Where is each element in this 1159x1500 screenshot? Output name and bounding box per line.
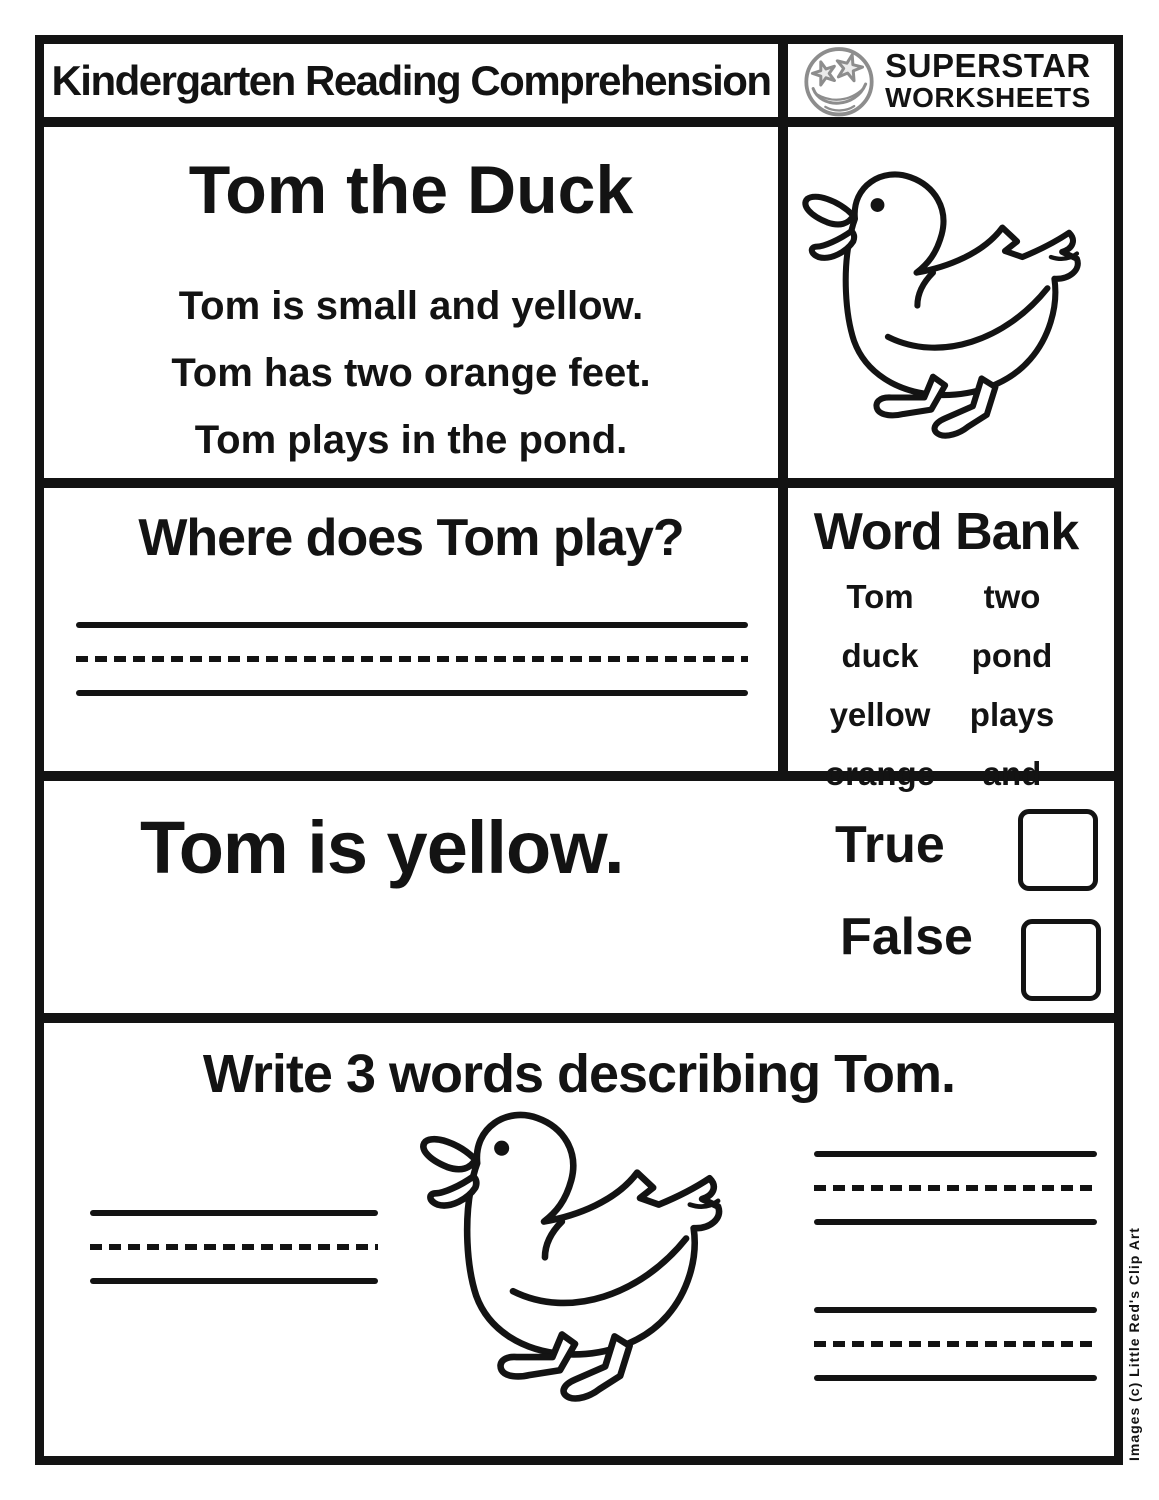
story-line: Tom has two orange feet. [171,351,651,395]
brand-logo [788,44,1104,117]
brand-line2: WORKSHEETS [885,82,1091,113]
false-checkbox[interactable] [1021,919,1101,1001]
write-words-row [44,1023,1114,1416]
true-checkbox[interactable] [1018,809,1098,891]
question-row [44,488,1114,792]
header-title-cell [44,44,788,117]
story-cell [44,127,788,478]
brand-name [885,49,1091,112]
writing-line-solid [90,1210,378,1216]
superstar-logo-icon [801,43,877,119]
answer-lines-question[interactable] [76,622,748,696]
worksheet-title: Kindergarten Reading Comprehension [51,56,771,104]
writing-line-solid [814,1307,1097,1313]
story-row [44,127,1114,488]
word-bank-word: plays [969,696,1055,733]
image-credit: Images (c) Little Red's Clip Art [1126,1227,1142,1461]
story-text [44,273,778,474]
true-false-statement: Tom is yellow. [140,806,624,889]
writing-line-solid [814,1219,1097,1225]
writing-line-dashed [814,1341,1097,1347]
answer-lines-word-1[interactable] [90,1210,378,1284]
write-words-prompt: Write 3 words describing Tom. [202,1044,956,1104]
true-label: True [835,816,945,874]
writing-line-solid [814,1151,1097,1157]
writing-line-solid [76,690,748,696]
writing-line-dashed [76,656,748,662]
word-bank-word: orange [824,755,936,792]
word-bank-word: and [982,755,1042,792]
word-bank-word: two [983,578,1041,615]
question-cell [44,488,788,771]
question-prompt: Where does Tom play? [138,509,684,567]
duck-image [410,1103,742,1406]
duck-image [796,138,1096,468]
story-image-cell [788,127,1104,478]
word-bank-word: Tom [846,578,914,615]
writing-line-solid [814,1375,1097,1381]
story-title: Tom the Duck [188,152,634,228]
writing-line-solid [76,622,748,628]
story-line: Tom is small and yellow. [178,284,644,328]
writing-line-dashed [90,1244,378,1250]
brand-line1: SUPERSTAR [885,47,1091,84]
word-bank-word: pond [971,637,1053,674]
word-bank-cell [788,488,1104,792]
word-bank-title: Word Bank [813,503,1079,561]
word-bank-word: yellow [829,696,931,733]
true-false-row [44,781,1114,1023]
answer-lines-word-3[interactable] [814,1307,1097,1381]
header-row [44,44,1114,127]
false-label: False [840,908,973,966]
writing-line-dashed [814,1185,1097,1191]
word-bank-list [788,578,1104,793]
word-bank-word: duck [841,637,919,674]
worksheet-page [35,35,1123,1465]
writing-line-solid [90,1278,378,1284]
story-line: Tom plays in the pond. [194,418,628,462]
answer-lines-word-2[interactable] [814,1151,1097,1225]
write-words-cell [44,1023,1114,1416]
